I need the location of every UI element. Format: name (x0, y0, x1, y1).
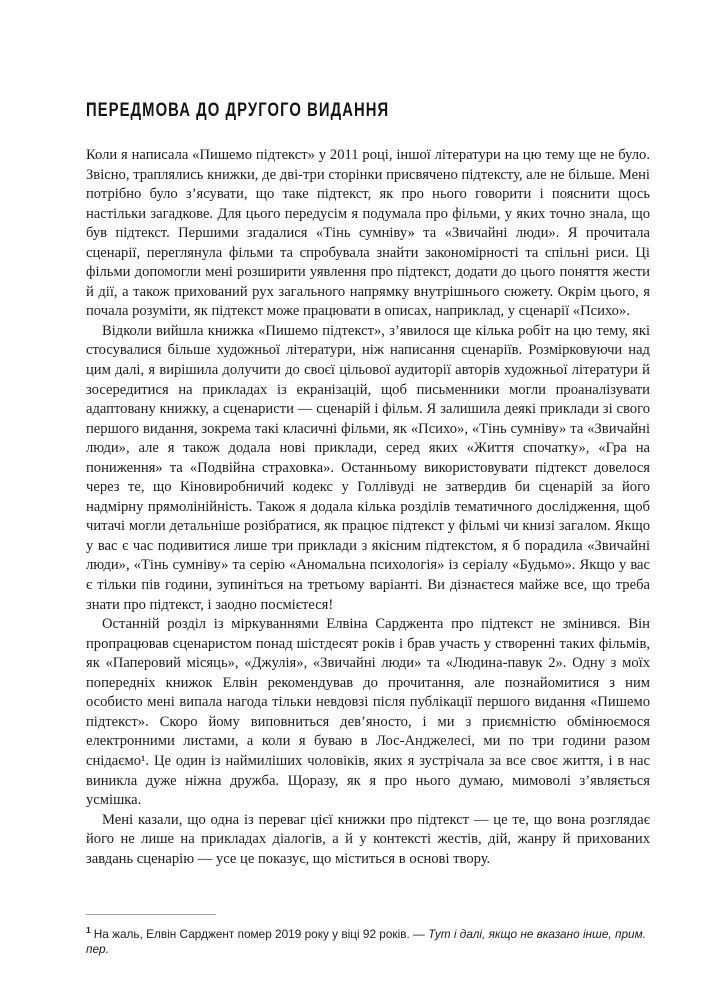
paragraph-3: Останній розділ із міркуваннями Елвіна Сарджента про підтекст не змінився. Він пропрацював сценаристом понад шістдесят років і брав участь у створенні таких фільмів, як «Паперовий місяць», «Джулія», «Звичайні люди» та «Людина-павук 2». Одну з моїх попередніх книжок Елвін рекомендував до прочитання, але познайомитися з ним особисто мені випала нагода тільки невдовзі після публікації першого видання «Пишемо підтекст». Скоро йому виповниться дев’яносто, і ми з приємністю обмінюємося електронними листами, а коли я буваю в Лос-Анджелесі, ми по три години разом снідаємо¹. Це один із наймиліших чоловіків, яких я зустрічала за все своє життя, і в нас виникла дуже ніжна дружба. Щоразу, як я про нього думаю, мимоволі з’являється усмішка. (86, 616, 650, 809)
paragraph-2: Відколи вийшла книжка «Пишемо підтекст», з’явилося ще кілька робіт на цю тему, які стосувалися більше художньої літератури, ніж написання сценаріїв. Розмірковуючи над цим далі, я вирішила долучити до своєї цільової аудиторії авторів художньої літератури й зосередитися на прикладах із екранізацій, щоб письменники могли проаналізувати адаптовану книжку, а сценаристи — сценарій і фільм. Я залишила деякі приклади зі свого першого видання, зокрема такі класичні фільми, як «Психо», «Тінь сумніву» та «Звичайні люди», але я також додала нові приклади, серед яких «Життя спочатку», «Гра на пониження» та «Подвійна страховка». Останньому використовувати підтекст довелося через те, що Кіновиробничий кодекс у Голлівуді не затвердив би сценарій за його надмірну прямолінійність. Також я додала кілька розділів тематичного дослідження, щоб читачі могли детальніше розібратися, як працює підтекст у фільмі чи книзі загалом. Якщо у вас є час подивитися лише три приклади з якісним підтекстом, я б порадила «Звичайні люди», «Тінь сумніву» та серію «Аномальна психологія» із серіалу «Будьмо». Якщо у вас є тільки пів години, зупиніться на третьому варіанті. Ви дізнаєтеся майже все, що треба знати про підтекст, і заодно посмієтеся! (86, 322, 650, 613)
body-text (86, 146, 650, 869)
chapter-heading: ПЕРЕДМОВА ДО ДРУГОГО ВИДАННЯ (86, 99, 390, 121)
footnote-text (86, 923, 650, 957)
footnote-translator-note: Тут і далі, якщо не вказано інше, прим. пер. (86, 926, 646, 956)
footnote (86, 910, 650, 957)
paragraph-1: Коли я написала «Пишемо підтекст» у 2011 році, іншої літератури на цю тему ще не було. Звісно, траплялись книжки, де дві-три сторінки присвячено підтексту, але не більше. Мені потрібно було з’ясувати, що таке підтекст, як про нього говорити і пояснити щось настільки загадкове. Для цього передусім я подумала про фільми, у яких точно знала, що був підтекст. Першими згадалися «Тінь сумніву» та «Звичайні люди». Я прочитала сценарії, переглянула фільми та спробувала знайти закономірності та спільні риси. Ці фільми допомогли мені розширити уявлення про підтекст, додати до цього поняття жести й дії, а також прихований рух загального напрямку внутрішнього сюжету. Окрім цього, я почала розуміти, як підтекст може працювати в описах, наприклад, у сценарії «Психо». (86, 147, 650, 320)
paragraph-4: Мені казали, що одна із переваг цієї книжки про підтекст — це те, що вона розглядає його не лише на прикладах діалогів, а й у контексті жестів, дій, жанру й прихованих завдань сценарію — усе це показує, що міститься в основі твору. (86, 811, 650, 867)
footnote-body: На жаль, Елвін Сарджент помер 2019 року у віці 92 років. — (93, 926, 429, 941)
footnote-marker: 1 (86, 925, 91, 935)
footnote-rule (86, 914, 216, 915)
